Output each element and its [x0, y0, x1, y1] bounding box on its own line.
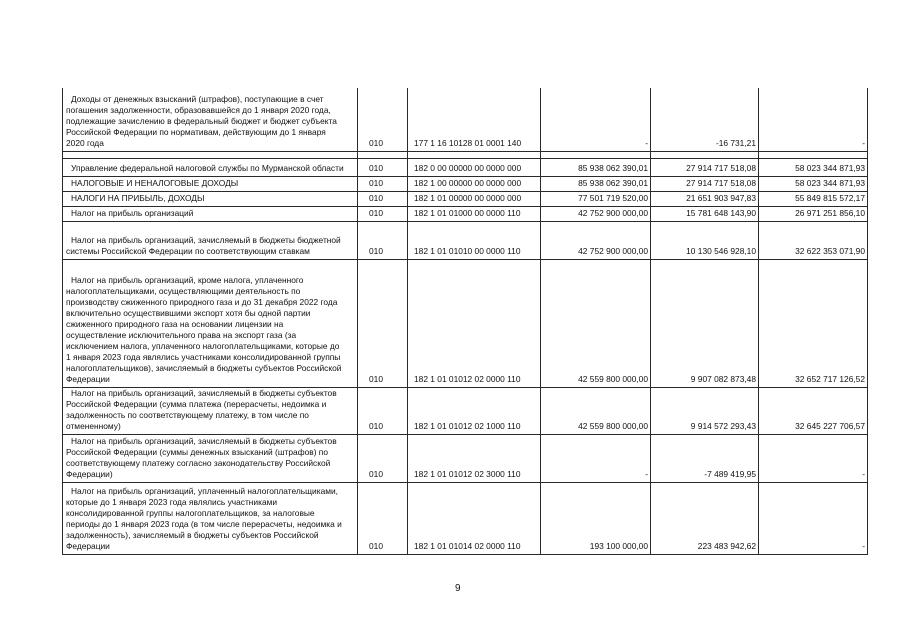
- kbk-code-cell: 182 0 00 00000 00 0000 000: [408, 158, 541, 176]
- amount-cell-1: -: [541, 434, 651, 482]
- amount-cell-3: 32 652 717 126,52: [759, 259, 868, 387]
- empty-cell: [651, 151, 759, 158]
- description-cell: НАЛОГОВЫЕ И НЕНАЛОГОВЫЕ ДОХОДЫ: [63, 176, 358, 191]
- kbk-code-cell: 182 1 01 01012 02 0000 110: [408, 259, 541, 387]
- kbk-code-cell: 177 1 16 10128 01 0001 140: [408, 88, 541, 151]
- amount-cell-3: 32 622 353 071,90: [759, 221, 868, 259]
- line-code-cell: 010: [358, 482, 408, 554]
- description-cell: Управление федеральной налоговой службы по Мурманской области: [63, 158, 358, 176]
- amount-cell-3: 26 971 251 856,10: [759, 206, 868, 221]
- table-row: [63, 259, 868, 387]
- amount-cell-1: 77 501 719 520,00: [541, 191, 651, 206]
- amount-cell-1: 85 938 062 390,01: [541, 158, 651, 176]
- amount-cell-2: 223 483 942,62: [651, 482, 759, 554]
- kbk-code-cell: 182 1 01 01000 00 0000 110: [408, 206, 541, 221]
- kbk-code-cell: 182 1 01 00000 00 0000 000: [408, 191, 541, 206]
- line-code-cell: 010: [358, 434, 408, 482]
- empty-cell: [541, 151, 651, 158]
- amount-cell-3: -: [759, 434, 868, 482]
- amount-cell-2: 15 781 648 143,90: [651, 206, 759, 221]
- amount-cell-2: 9 914 572 293,43: [651, 387, 759, 434]
- empty-cell: [63, 151, 358, 158]
- line-code-cell: 010: [358, 221, 408, 259]
- description-cell: Налог на прибыль организаций, уплаченный налогоплательщиками, которые до 1 января 2023 года являлись участниками консолидированной группы налогоплательщиков, за налоговые периоды до 1 января 2023 года (в том числе перерасчеты, недоимка и задолженность), зачисляемый в бюджеты субъектов Российской Федерации: [63, 482, 358, 554]
- line-code-cell: 010: [358, 206, 408, 221]
- kbk-code-cell: 182 1 01 01012 02 3000 110: [408, 434, 541, 482]
- kbk-code-cell: 182 1 01 01014 02 0000 110: [408, 482, 541, 554]
- line-code-cell: 010: [358, 259, 408, 387]
- amount-cell-2: -16 731,21: [651, 88, 759, 151]
- kbk-code-cell: 182 1 01 01010 00 0000 110: [408, 221, 541, 259]
- amount-cell-1: 42 752 900 000,00: [541, 221, 651, 259]
- description-cell: Налог на прибыль организаций: [63, 206, 358, 221]
- amount-cell-3: -: [759, 88, 868, 151]
- amount-cell-1: -: [541, 88, 651, 151]
- budget-report-table: [62, 88, 868, 555]
- empty-cell: [408, 151, 541, 158]
- amount-cell-2: 21 651 903 947,83: [651, 191, 759, 206]
- amount-cell-1: 42 559 800 000,00: [541, 259, 651, 387]
- amount-cell-1: 42 559 800 000,00: [541, 387, 651, 434]
- amount-cell-2: 27 914 717 518,08: [651, 176, 759, 191]
- empty-cell: [759, 151, 868, 158]
- table-row: [63, 206, 868, 221]
- amount-cell-2: -7 489 419,95: [651, 434, 759, 482]
- line-code-cell: 010: [358, 176, 408, 191]
- kbk-code-cell: 182 1 00 00000 00 0000 000: [408, 176, 541, 191]
- amount-cell-2: 9 907 082 873,48: [651, 259, 759, 387]
- table-row: [63, 191, 868, 206]
- amount-cell-1: 42 752 900 000,00: [541, 206, 651, 221]
- table-row: [63, 88, 868, 151]
- description-cell: Налог на прибыль организаций, кроме налога, уплаченного налогоплательщиками, осуществляющими деятельность по производству сжиженного природного газа и до 31 декабря 2022 года включительно осуществившими экспорт хотя бы одной партии сжиженного природного газа на основании лицензии на осуществление исключительного права на экспорт газа (за исключением налога, уплаченного налогоплательщиками, которые до 1 января 2023 года являлись участниками консолидированной группы налогоплательщиков), зачисляемый в бюджеты субъектов Российской Федерации: [63, 259, 358, 387]
- table-spacer-row: [63, 151, 868, 158]
- line-code-cell: 010: [358, 88, 408, 151]
- table-row: [63, 176, 868, 191]
- amount-cell-3: 32 645 227 706,57: [759, 387, 868, 434]
- table-row: [63, 158, 868, 176]
- description-cell: Налог на прибыль организаций, зачисляемый в бюджеты субъектов Российской Федерации (суммы денежных взысканий (штрафов) по соответствующему платежу согласно законодательству Российской Федерации): [63, 434, 358, 482]
- amount-cell-1: 193 100 000,00: [541, 482, 651, 554]
- description-cell: Доходы от денежных взысканий (штрафов), поступающие в счет погашения задолженности, образовавшейся до 1 января 2020 года, подлежащие зачислению в федеральный бюджет и бюджет субъекта Российской Федерации по нормативам, действующим до 1 января 2020 года: [63, 88, 358, 151]
- description-cell: НАЛОГИ НА ПРИБЫЛЬ, ДОХОДЫ: [63, 191, 358, 206]
- amount-cell-2: 10 130 546 928,10: [651, 221, 759, 259]
- table-row: [63, 434, 868, 482]
- table-row: [63, 221, 868, 259]
- description-cell: Налог на прибыль организаций, зачисляемый в бюджеты бюджетной системы Российской Федерации по соответствующим ставкам: [63, 221, 358, 259]
- amount-cell-2: 27 914 717 518,08: [651, 158, 759, 176]
- amount-cell-3: 58 023 344 871,93: [759, 176, 868, 191]
- empty-cell: [358, 151, 408, 158]
- amount-cell-3: 55 849 815 572,17: [759, 191, 868, 206]
- amount-cell-3: -: [759, 482, 868, 554]
- kbk-code-cell: 182 1 01 01012 02 1000 110: [408, 387, 541, 434]
- table-row: [63, 482, 868, 554]
- page-number: 9: [455, 583, 461, 594]
- table-row: [63, 387, 868, 434]
- amount-cell-1: 85 938 062 390,01: [541, 176, 651, 191]
- line-code-cell: 010: [358, 191, 408, 206]
- description-cell: Налог на прибыль организаций, зачисляемый в бюджеты субъектов Российской Федерации (сумма платежа (перерасчеты, недоимка и задолженность по соответствующему платежу, в том числе по отмененному): [63, 387, 358, 434]
- amount-cell-3: 58 023 344 871,93: [759, 158, 868, 176]
- line-code-cell: 010: [358, 158, 408, 176]
- line-code-cell: 010: [358, 387, 408, 434]
